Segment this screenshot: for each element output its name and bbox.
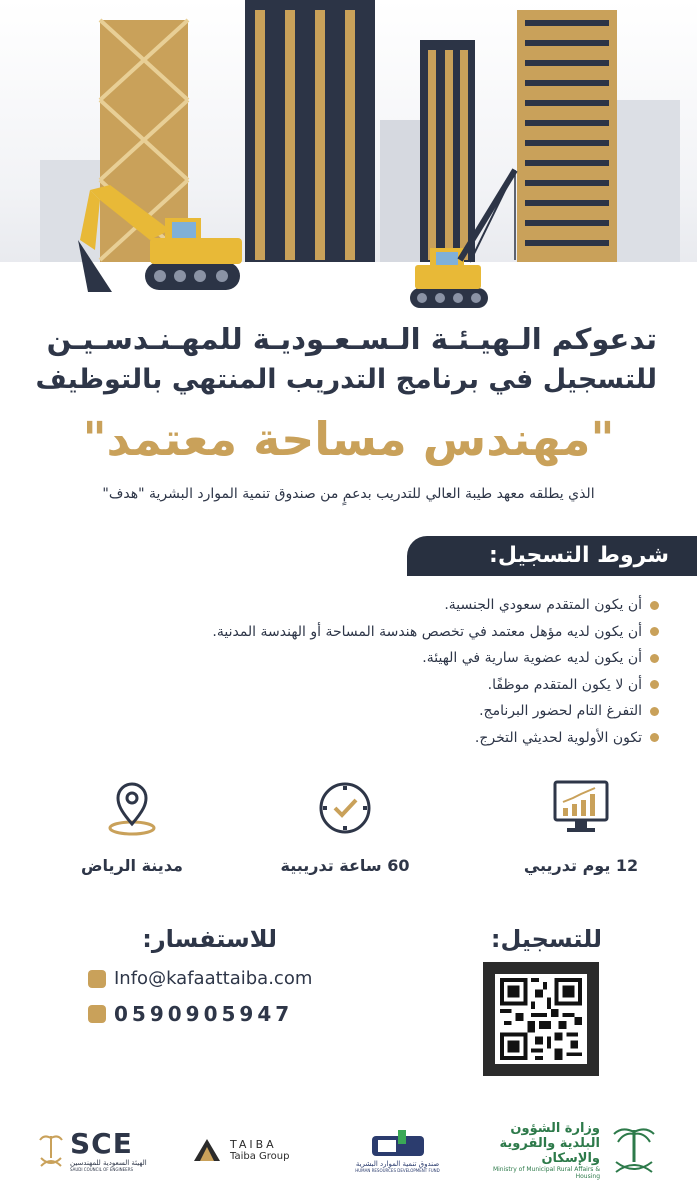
hadaf-mark-icon bbox=[368, 1128, 428, 1160]
bullet-icon bbox=[650, 733, 659, 742]
hero-illustration bbox=[0, 0, 697, 310]
ministry-logo: وزارة الشؤون البلدية والقروية والإسكان Ministry of Municipal Rural Affairs & Housing bbox=[470, 1115, 670, 1185]
feature-city bbox=[47, 778, 217, 875]
email-text: Info@kafaattaiba.com bbox=[114, 968, 313, 989]
hadaf-logo: صندوق تنمية الموارد البشرية HUMAN RESOURCES DEVELOPMENT FUND bbox=[350, 1115, 445, 1185]
clock-icon bbox=[315, 778, 375, 838]
contact-phone[interactable] bbox=[88, 1002, 293, 1026]
list-item: أن لا يكون المتقدم موظفًا. bbox=[59, 672, 659, 699]
list-item: أن يكون المتقدم سعودي الجنسية. bbox=[59, 592, 659, 619]
registration-qr-code[interactable] bbox=[483, 962, 599, 1076]
bullet-icon bbox=[650, 654, 659, 663]
phone-text: 0590905947 bbox=[114, 1002, 294, 1026]
monitor-chart-icon bbox=[551, 778, 611, 838]
bullet-icon bbox=[650, 707, 659, 716]
headline-registration: للتسجيل في برنامج التدريب المنتهي بالتوظيف bbox=[35, 364, 657, 395]
bullet-icon bbox=[650, 627, 659, 636]
palm-swords-emblem-icon bbox=[38, 1130, 64, 1170]
program-subline: الذي يطلقه معهد طيبة العالي للتدريب بدعمٍ من صندوق تنمية الموارد البشرية "هدف" bbox=[102, 486, 595, 502]
inquiry-title: للاستفسار: bbox=[142, 925, 277, 953]
taiba-logo: TAIBA Taiba Group bbox=[192, 1115, 322, 1185]
bullet-icon bbox=[650, 680, 659, 689]
conditions-list bbox=[59, 592, 659, 751]
program-title: "مهندس مساحة معتمد" bbox=[82, 412, 615, 466]
contact-email[interactable] bbox=[88, 968, 312, 989]
list-item: التفرغ التام لحضور البرنامج. bbox=[59, 698, 659, 725]
email-icon bbox=[88, 970, 106, 988]
feature-days-label: 12 يوم تدريبي bbox=[523, 856, 639, 875]
feature-hours-label: 60 ساعة تدريبية bbox=[280, 856, 410, 875]
register-title: للتسجيل: bbox=[490, 925, 602, 953]
taiba-mark-icon bbox=[192, 1135, 222, 1165]
phone-icon bbox=[88, 1005, 106, 1023]
feature-hours bbox=[260, 778, 430, 875]
qr-code-icon bbox=[495, 974, 587, 1064]
partner-logos bbox=[0, 1115, 697, 1185]
palm-swords-emblem-icon bbox=[610, 1122, 658, 1178]
feature-days bbox=[496, 778, 666, 875]
feature-city-label: مدينة الرياض bbox=[81, 856, 183, 875]
list-item: أن يكون لديه مؤهل معتمد في تخصص هندسة المساحة أو الهندسة المدنية. bbox=[59, 619, 659, 646]
conditions-title: شروط التسجيل: bbox=[407, 536, 697, 576]
location-pin-icon bbox=[102, 778, 162, 838]
bullet-icon bbox=[650, 601, 659, 610]
list-item: تكون الأولوية لحديثي التخرج. bbox=[59, 725, 659, 752]
sce-logo: SCE الهيئة السعودية للمهندسين SAUDI COUNCIL OF ENGINEERS bbox=[38, 1115, 158, 1185]
headline-invitation: تدعوكم الـهيـئـة الـسـعـوديـة للمهـنـدسـيـن bbox=[46, 322, 657, 356]
list-item: أن يكون لديه عضوية سارية في الهيئة. bbox=[59, 645, 659, 672]
